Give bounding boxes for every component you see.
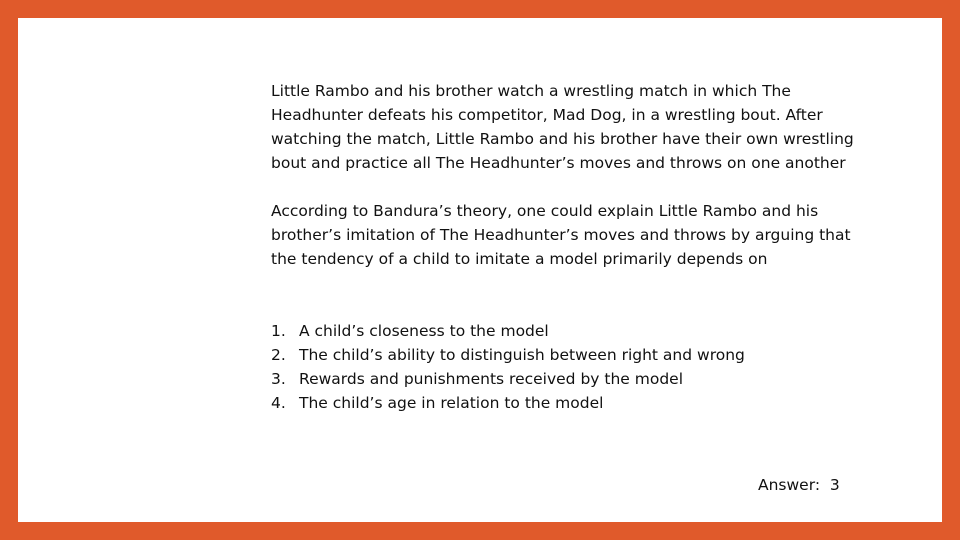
slide-canvas — [18, 18, 942, 522]
option-text: A child’s closeness to the model — [299, 322, 549, 340]
option-item-3 — [271, 367, 871, 391]
option-number: 1. — [271, 322, 286, 340]
option-item-1 — [271, 319, 871, 343]
option-number: 2. — [271, 346, 286, 364]
answer-value: 3 — [829, 476, 840, 494]
answer-line — [758, 476, 840, 494]
option-number: 3. — [271, 370, 286, 388]
answer-label: Answer: — [758, 476, 821, 494]
option-item-2 — [271, 343, 871, 367]
answer-options-list — [271, 319, 871, 415]
option-item-4 — [271, 391, 871, 415]
slide-content — [271, 79, 871, 415]
option-text: The child’s ability to distinguish between right and wrong — [299, 346, 745, 364]
option-text: The child’s age in relation to the model — [299, 394, 604, 412]
option-number: 4. — [271, 394, 286, 412]
option-text: Rewards and punishments received by the model — [299, 370, 684, 388]
scenario-paragraph: Little Rambo and his brother watch a wrestling match in which The Headhunter defeats his competitor, Mad Dog, in a wrestling bout. After watching the match, Little Rambo and his brother have their own wrestling bout and practice all The Headhunter’s moves and throws on one another — [271, 82, 854, 172]
question-paragraph: According to Bandura’s theory, one could explain Little Rambo and his brother’s imitation of The Headhunter’s moves and throws by arguing that the tendency of a child to imitate a model primarily depends on — [271, 202, 851, 268]
